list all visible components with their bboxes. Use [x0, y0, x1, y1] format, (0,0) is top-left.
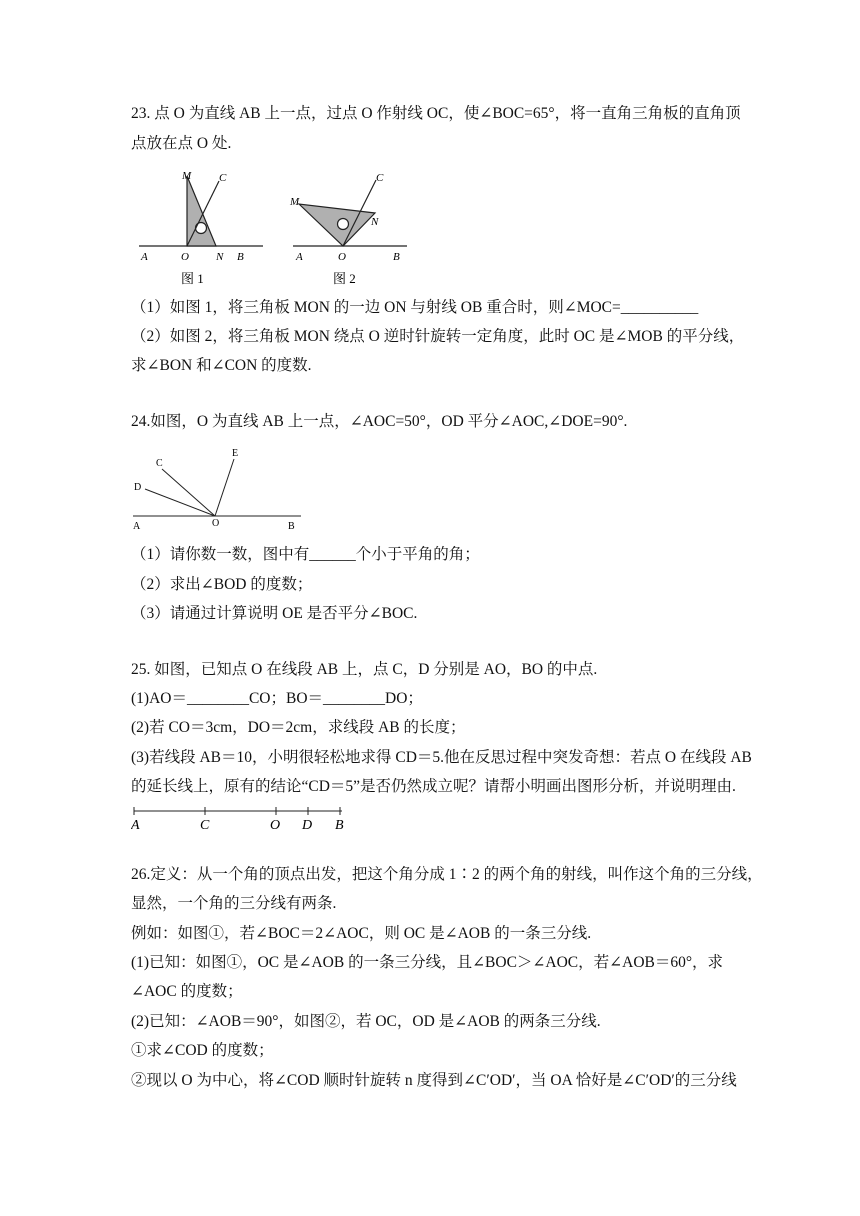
fig1-label-a: A — [141, 251, 148, 263]
q26-part1-line1: (1)已知：如图①，OC 是∠AOB 的一条三分线，且∠BOC＞∠AOC，若∠AOB＝60°，求 — [131, 954, 724, 971]
q26-line1: 26.定义：从一个角的顶点出发，把这个角分成 1∶2 的两个角的射线，叫作这个角的三分线， — [131, 866, 763, 883]
fig2-caption: 图 2 — [333, 271, 356, 286]
q23-part1: （1）如图 1，将三角板 MON 的一边 ON 与射线 OB 重合时，则∠MOC=__________ — [131, 299, 699, 316]
q25-line1: 25. 如图，已知点 O 在线段 AB 上，点 C，D 分别是 AO，BO 的中点. — [131, 661, 598, 678]
q25-figure — [131, 803, 356, 833]
fig1-label-n: N — [216, 251, 224, 263]
q24-label-c: C — [156, 458, 163, 469]
q26-part2-i: ①求∠COD 的度数； — [131, 1042, 274, 1059]
q24-part1: （1）请你数一数，图中有______个小于平角的角； — [131, 546, 480, 563]
fig2-label-a: A — [296, 251, 303, 263]
q25-label-c: C — [200, 818, 210, 833]
q25-label-b: B — [335, 818, 344, 833]
q24-label-d: D — [134, 482, 142, 493]
q25-label-a: A — [131, 818, 140, 833]
fig2-label-o: O — [338, 251, 346, 263]
fig1-label-b: B — [237, 251, 244, 263]
q25-part3-line1: (3)若线段 AB＝10，小明很轻松地求得 CD＝5.他在反思过程中突发奇想：若点 O 在线段 AB — [131, 749, 752, 766]
q25-label-o: O — [270, 818, 281, 833]
q25-part2: (2)若 CO＝3cm，DO＝2cm，求线段 AB 的长度； — [131, 719, 466, 736]
q24-label-a: A — [133, 521, 141, 532]
q26-part2-ii: ②现以 O 为中心，将∠COD 顺时针旋转 n 度得到∠C′OD′，当 OA 恰好是∠C′OD′的三分线 — [131, 1072, 737, 1089]
fig1-label-m: M — [182, 170, 192, 182]
q26-part2: (2)已知：∠AOB＝90°，如图②，若 OC，OD 是∠AOB 的两条三分线. — [131, 1013, 601, 1030]
fig2-label-n: N — [371, 216, 379, 228]
fig1-label-o: O — [181, 251, 189, 263]
q24-label-o: O — [212, 518, 220, 529]
q26-line2: 显然，一个角的三分线有两条. — [131, 895, 337, 912]
q23-figure-1 — [131, 165, 271, 290]
q23-part2-line2: 求∠BON 和∠CON 的度数. — [131, 357, 312, 374]
q25-part3-line2: 的延长线上，原有的结论“CD＝5”是否仍然成立呢？请帮小明画出图形分析，并说明理由. — [131, 778, 736, 795]
q24-line1: 24.如图，O 为直线 AB 上一点，∠AOC=50°，OD 平分∠AOC,∠DOE=90°. — [131, 413, 628, 430]
q24-label-e: E — [232, 448, 239, 459]
q24-figure — [131, 442, 311, 532]
fig2-label-b: B — [393, 251, 400, 263]
fig2-label-c: C — [376, 172, 384, 184]
fig2-label-m: M — [290, 196, 300, 208]
q26-line3: 例如：如图①，若∠BOC＝2∠AOC，则 OC 是∠AOB 的一条三分线. — [131, 925, 592, 942]
fig1-label-c: C — [219, 172, 227, 184]
q25-part1: (1)AO＝________CO；BO＝________DO； — [131, 690, 423, 707]
q25-label-d: D — [302, 818, 313, 833]
q24-part3: （3）请通过计算说明 OE 是否平分∠BOC. — [131, 605, 418, 622]
q23-line1: 23. 点 O 为直线 AB 上一点，过点 O 作射线 OC，使∠BOC=65°，将一直角三角板的直角顶 — [131, 105, 741, 122]
q23-figure-2 — [281, 165, 421, 290]
q24-label-b: B — [288, 521, 295, 532]
fig1-caption: 图 1 — [181, 271, 204, 286]
q24-part2: （2）求出∠BOD 的度数； — [131, 576, 313, 593]
q26-part1-line2: ∠AOC 的度数； — [131, 983, 243, 1000]
q23-part2-line1: （2）如图 2，将三角板 MON 绕点 O 逆时针旋转一定角度，此时 OC 是∠MOB 的平分线， — [131, 328, 745, 345]
q23-line2: 点放在点 O 处. — [131, 135, 232, 152]
